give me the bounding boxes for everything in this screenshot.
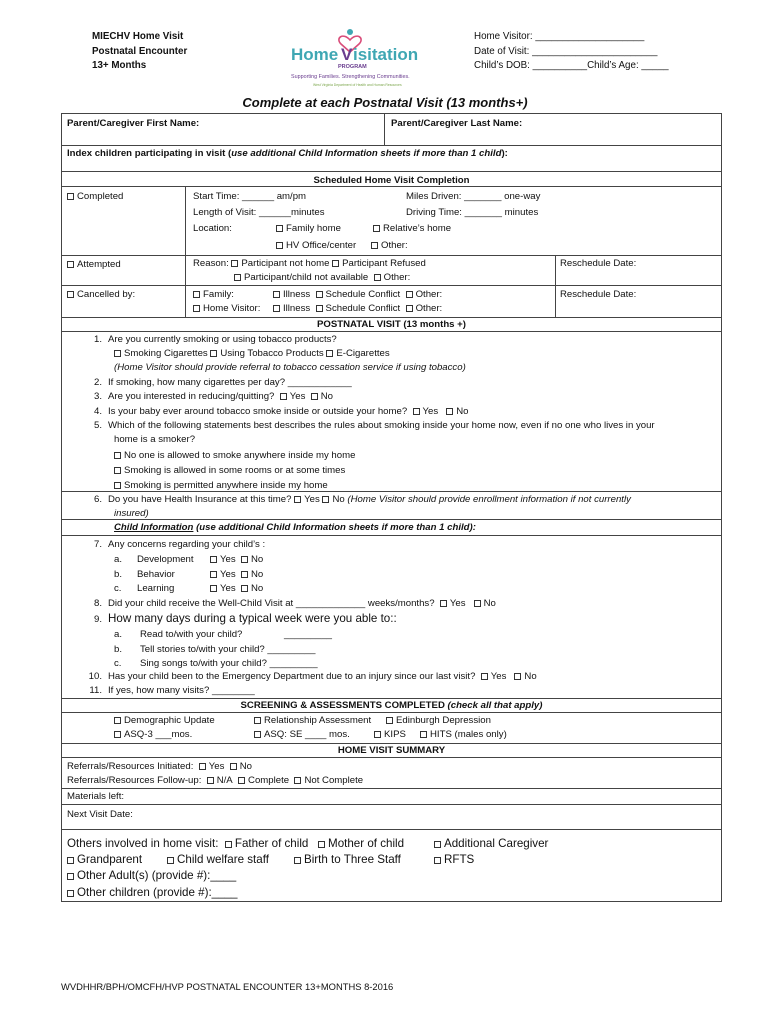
checkbox-icon[interactable]: [434, 841, 441, 848]
checkbox-icon[interactable]: [67, 193, 74, 200]
svg-text:Supporting Families. Strengthe: Supporting Families. Strengthening Communities.: [291, 74, 410, 80]
index-children-note: use additional Child Information sheets if more than 1 child: [231, 148, 502, 159]
yes-label: Yes: [490, 671, 507, 682]
q5-options: [114, 449, 355, 493]
q1-options: [114, 348, 390, 359]
q7-letter: c.: [114, 583, 122, 595]
checkbox-icon[interactable]: [332, 260, 339, 267]
yes-label: Yes: [289, 391, 306, 402]
question-2[interactable]: 2. If smoking, how many cigarettes per day? ____________: [93, 377, 352, 388]
checkbox-icon[interactable]: [386, 717, 393, 724]
scheduled-heading: Scheduled Home Visit Completion: [313, 175, 470, 186]
checkbox-icon[interactable]: [374, 274, 381, 281]
question-3: 3. Are you interested in reducing/quitting? Yes No: [93, 391, 334, 402]
attempted-line: [61, 255, 722, 256]
reason-label: Reason:: [193, 258, 229, 269]
q7-item-behavior: [114, 568, 263, 583]
postnatal-heading: POSTNATAL VISIT (13 months +): [317, 319, 466, 330]
question-10: 10. Has your child been to the Emergency Department due to an injury since our last visit? Yes No: [88, 671, 537, 682]
q7-label: Development: [137, 554, 194, 565]
no-label: No: [456, 406, 469, 417]
postnatal-heading-line: [61, 331, 722, 332]
checkbox-icon[interactable]: [294, 777, 301, 784]
checkbox-icon[interactable]: [326, 350, 333, 357]
q7-letter: b.: [114, 568, 123, 580]
cancelled-hv-row: [193, 303, 442, 314]
q9-item-stories: [114, 643, 332, 658]
relationship-assessment-checkbox[interactable]: [254, 715, 371, 726]
rfts-label: RFTS: [444, 853, 475, 866]
other-label: Other:: [415, 289, 443, 300]
cancelled-label: Cancelled by:: [77, 289, 136, 300]
svg-text:PROGRAM: PROGRAM: [338, 64, 367, 70]
relatives-home-checkbox[interactable]: [373, 223, 451, 234]
referrals-initiated-label: Referrals/Resources Initiated:: [67, 761, 194, 772]
home-visitation-logo: [283, 26, 423, 94]
attempted-checkbox[interactable]: [67, 259, 121, 270]
relatives-home-label: Relative’s home: [383, 223, 452, 234]
q9-label[interactable]: Sing songs to/with your child? _________: [140, 658, 318, 669]
q1-note: (Home Visitor should provide referral to tobacco cessation service if using tobacco): [114, 362, 466, 373]
location-label: Location:: [193, 223, 232, 234]
q9-item-songs: [114, 657, 332, 672]
checkbox-icon[interactable]: [474, 600, 481, 607]
q9-item-read: [114, 628, 332, 643]
screening-note: (check all that apply): [444, 700, 543, 711]
q5-option-2: Smoking is allowed in some rooms or at some times: [124, 464, 346, 476]
q9-letter: c.: [114, 658, 122, 669]
checkbox-icon[interactable]: [420, 731, 427, 738]
participant-child-na-label: Participant/child not available: [244, 272, 369, 283]
checkbox-icon[interactable]: [374, 731, 381, 738]
checkbox-icon[interactable]: [316, 291, 323, 298]
grandparent-label: Grandparent: [77, 853, 143, 866]
q7-label: Learning: [137, 583, 175, 595]
asq-se-label: ASQ: SE ____ mos.: [264, 729, 350, 740]
next-visit-line: [61, 804, 722, 805]
referrals-followup-row: [67, 775, 363, 786]
birth-to-three-checkbox[interactable]: [294, 853, 401, 866]
father-label: Father of child: [234, 837, 309, 850]
header-line-2: Postnatal Encounter: [92, 45, 188, 57]
index-children-end: ):: [501, 148, 508, 159]
checkbox-icon[interactable]: [294, 496, 301, 503]
cancelled-line: [61, 285, 722, 286]
birth-to-three-label: Birth to Three Staff: [304, 853, 401, 866]
checkbox-icon[interactable]: [446, 408, 453, 415]
q6-note: (Home Visitor should provide enrollment information if not currently: [347, 494, 631, 505]
checkbox-icon[interactable]: [241, 585, 248, 592]
smoking-cigarettes-label: Smoking Cigarettes: [124, 348, 208, 359]
q9-letter: b.: [114, 643, 123, 655]
reason-other-label: Other:: [383, 272, 411, 283]
miles-driven-field[interactable]: Miles Driven: _______ one-way: [406, 191, 541, 202]
q9-letter: a.: [114, 629, 123, 640]
child-info-note: (use additional Child Information sheets if more than 1 child):: [193, 522, 476, 533]
scheduled-col-line: [185, 186, 186, 318]
checkbox-icon[interactable]: [193, 305, 200, 312]
reschedule-date-attempted[interactable]: Reschedule Date:: [560, 258, 637, 269]
first-name-field[interactable]: Parent/Caregiver First Name:: [67, 118, 200, 129]
checkbox-icon[interactable]: [114, 717, 121, 724]
schedule-conflict-label: Schedule Conflict: [325, 289, 401, 300]
q10-text: Has your child been to the Emergency Department due to an injury since our last visit?: [108, 671, 476, 682]
family-home-checkbox[interactable]: [276, 223, 341, 234]
checkbox-icon[interactable]: [440, 600, 447, 607]
hv-office-label: HV Office/center: [286, 240, 357, 251]
checkbox-icon[interactable]: [67, 873, 74, 880]
checkbox-icon[interactable]: [294, 857, 301, 864]
yes-label: Yes: [449, 598, 466, 609]
question-9: 9. How many days during a typical week were you able to::: [93, 612, 397, 625]
names-divider: [384, 113, 385, 146]
summary-heading-line: [61, 757, 722, 758]
q7-label: Behavior: [137, 568, 175, 580]
checkbox-icon[interactable]: [199, 763, 206, 770]
illness-label: Illness: [283, 303, 311, 314]
checkbox-icon[interactable]: [280, 393, 287, 400]
illness-label: Illness: [283, 289, 311, 300]
length-of-visit-field[interactable]: Length of Visit: ______minutes: [193, 207, 325, 218]
completed-checkbox[interactable]: [67, 191, 123, 202]
demographic-update-label: Demographic Update: [124, 715, 215, 726]
q6-note-2: insured): [114, 508, 149, 519]
relationship-assessment-label: Relationship Assessment: [264, 715, 372, 726]
checkbox-icon[interactable]: [481, 673, 488, 680]
q5-option-3: Smoking is permitted anywhere inside my home: [124, 479, 328, 491]
asq3-checkbox[interactable]: [114, 729, 192, 740]
reason-row-2: [234, 272, 410, 283]
q3-text: Are you interested in reducing/quitting?: [108, 391, 275, 402]
q9-text: How many days during a typical week were you able to::: [108, 612, 397, 625]
start-time-field[interactable]: Start Time: ______ am/pm: [193, 191, 307, 202]
question-7: 7. Any concerns regarding your child’s :: [93, 539, 266, 550]
checkbox-icon[interactable]: [67, 291, 74, 298]
cancelled-checkbox[interactable]: [67, 289, 135, 300]
cancelled-family-row: [193, 289, 442, 300]
kips-checkbox[interactable]: [374, 729, 406, 740]
materials-left-field[interactable]: Materials left:: [67, 791, 125, 802]
home-visitor-label: Home Visitor:: [203, 303, 261, 314]
family-label: Family:: [203, 289, 234, 300]
checkbox-icon[interactable]: [241, 571, 248, 578]
checkbox-icon[interactable]: [254, 731, 261, 738]
yes-label: Yes: [220, 583, 236, 595]
na-label: N/A: [216, 775, 233, 786]
schedule-conflict-label: Schedule Conflict: [325, 303, 401, 314]
next-visit-date-field[interactable]: Next Visit Date:: [67, 809, 133, 820]
q7-text: Any concerns regarding your child’s :: [108, 539, 266, 550]
checkbox-icon[interactable]: [67, 261, 74, 268]
location-other-checkbox[interactable]: [371, 240, 408, 251]
other-children-label: Other children (provide #):____: [77, 886, 238, 899]
participant-refused-label: Participant Refused: [342, 258, 426, 269]
additional-caregiver-label: Additional Caregiver: [444, 837, 549, 850]
q5-text: Which of the following statements best describes the rules about smoking inside your home now, even if no one who lives in your: [108, 420, 655, 431]
others-label: Others involved in home visit:: [67, 837, 219, 850]
checkbox-icon[interactable]: [234, 274, 241, 281]
question-4: 4. Is your baby ever around tobacco smoke inside or outside your home? Yes No: [93, 406, 469, 417]
yes-label: Yes: [220, 568, 236, 580]
q1-text: Are you currently smoking or using tobacco products?: [108, 334, 337, 345]
q7-letter: a.: [114, 554, 123, 565]
hits-checkbox[interactable]: [420, 729, 507, 740]
question-11[interactable]: 11. If yes, how many visits? ________: [89, 685, 255, 696]
q5-text-2: home is a smoker?: [114, 434, 196, 445]
q2-text: If smoking, how many cigarettes per day? ____________: [108, 377, 352, 388]
reason-row-1: [193, 258, 426, 269]
form-title: Complete at each Postnatal Visit (13 months+): [242, 95, 528, 110]
no-label: No: [524, 671, 537, 682]
q9-label: Read to/with your child?: [140, 629, 243, 640]
reschedule-date-cancelled[interactable]: Reschedule Date:: [560, 289, 637, 300]
index-children-field[interactable]: [67, 148, 508, 159]
summary-heading: HOME VISIT SUMMARY: [337, 745, 446, 756]
checkbox-icon[interactable]: [225, 841, 232, 848]
q7-items: [114, 553, 263, 597]
yes-label: Yes: [220, 554, 236, 565]
checkbox-icon[interactable]: [231, 260, 238, 267]
checkbox-icon[interactable]: [434, 857, 441, 864]
materials-line: [61, 788, 722, 789]
rfts-checkbox[interactable]: [434, 853, 474, 866]
checkbox-icon[interactable]: [276, 242, 283, 249]
q11-text: If yes, how many visits? ________: [108, 685, 255, 696]
logo-graphic: [283, 26, 423, 94]
asq3-label: ASQ-3 ___mos.: [124, 729, 193, 740]
checkbox-icon[interactable]: [210, 585, 217, 592]
family-home-label: Family home: [286, 223, 341, 234]
q9-label[interactable]: Tell stories to/with your child? _________: [140, 643, 316, 655]
hv-office-checkbox[interactable]: [276, 240, 356, 251]
header-line-3: 13+ Months: [92, 60, 147, 71]
checkbox-icon[interactable]: [514, 673, 521, 680]
grandparent-checkbox[interactable]: [67, 853, 142, 866]
footer-form-id: WVDHHR/BPH/OMCFH/HVP POSTNATAL ENCOUNTER 13+MONTHS 8-2016: [61, 981, 394, 992]
index-children-label: Index children participating in visit (: [67, 148, 232, 159]
no-label: No: [483, 598, 496, 609]
e-cigarettes-label: E-Cigarettes: [336, 348, 390, 359]
checkbox-icon[interactable]: [210, 571, 217, 578]
checkbox-icon[interactable]: [373, 225, 380, 232]
yes-label: Yes: [304, 494, 320, 505]
child-info-title: Child Information: [114, 522, 194, 533]
scheduled-heading-line: [61, 186, 722, 187]
checkbox-icon[interactable]: [67, 890, 74, 897]
other-children-checkbox[interactable]: [67, 886, 237, 899]
no-label: No: [251, 554, 264, 565]
question-8: 8. Did your child receive the Well-Child Visit at _____________ weeks/months? Yes No: [93, 598, 496, 609]
demographic-update-checkbox[interactable]: [114, 715, 215, 726]
checkbox-icon[interactable]: [406, 305, 413, 312]
edinburgh-checkbox[interactable]: [386, 715, 491, 726]
completed-label: Completed: [77, 191, 124, 202]
svg-text:Home: Home: [291, 45, 339, 64]
question-6: 6. Do you have Health Insurance at this time? Yes No (Home Visitor should provide enrollment information if not currently: [93, 494, 631, 505]
child-info-heading: [114, 522, 476, 533]
screening-heading: [0, 700, 770, 711]
checkbox-icon[interactable]: [193, 291, 200, 298]
checkbox-icon[interactable]: [114, 467, 121, 474]
q8-text[interactable]: Did your child receive the Well-Child Visit at _____________ weeks/months?: [108, 598, 435, 609]
no-label: No: [320, 391, 334, 402]
svg-text:West Virginia Department of He: West Virginia Department of Health and Human Resources: [313, 83, 402, 87]
checkbox-icon[interactable]: [210, 350, 217, 357]
checkbox-icon[interactable]: [318, 841, 325, 848]
form-identifier: [92, 30, 187, 74]
driving-time-field[interactable]: Driving Time: _______ minutes: [406, 207, 539, 218]
checkbox-icon[interactable]: [114, 452, 121, 459]
reschedule-col-line: [555, 255, 556, 318]
q5-option-1: No one is allowed to smoke anywhere inside my home: [124, 450, 356, 461]
tobacco-products-label: Using Tobacco Products: [220, 348, 324, 359]
additional-caregiver-checkbox[interactable]: [434, 837, 548, 850]
question-5: 5. Which of the following statements best describes the rules about smoking inside your home now, even if no one who lives in your: [93, 420, 655, 431]
attempted-label: Attempted: [77, 259, 121, 270]
other-adults-label: Other Adult(s) (provide #):____: [77, 869, 237, 882]
header-line-1: MIECHV Home Visit: [92, 31, 184, 42]
last-name-field[interactable]: Parent/Caregiver Last Name:: [391, 118, 523, 129]
edinburgh-label: Edinburgh Depression: [396, 715, 491, 726]
referrals-followup-label: Referrals/Resources Follow-up:: [67, 775, 202, 786]
child-dob-age-field[interactable]: Child’s DOB: __________Child’s Age: _____: [474, 60, 669, 71]
checkbox-icon[interactable]: [238, 777, 245, 784]
q6-text: Do you have Health Insurance at this time?: [108, 494, 292, 505]
location-other-label: Other:: [381, 240, 408, 251]
mother-label: Mother of child: [328, 837, 405, 850]
checkbox-icon[interactable]: [254, 717, 261, 724]
q4-text: Is your baby ever around tobacco smoke inside or outside your home?: [108, 406, 408, 417]
checkbox-icon[interactable]: [207, 777, 214, 784]
child-welfare-label: Child welfare staff: [177, 853, 269, 866]
participant-not-home-label: Participant not home: [241, 258, 330, 269]
checkbox-icon[interactable]: [311, 393, 318, 400]
no-label: No: [239, 761, 252, 772]
q7-item-development: [114, 553, 263, 568]
date-of-visit-field[interactable]: Date of Visit: _______________________: [474, 45, 658, 57]
checkbox-icon[interactable]: [67, 857, 74, 864]
checkbox-icon[interactable]: [167, 857, 174, 864]
yes-label: Yes: [208, 761, 225, 772]
other-adults-checkbox[interactable]: [67, 869, 236, 882]
checkbox-icon[interactable]: [241, 556, 248, 563]
other-label: Other:: [415, 303, 443, 314]
q7-item-learning: [114, 582, 263, 597]
checkbox-icon[interactable]: [322, 496, 329, 503]
kips-label: KIPS: [384, 729, 406, 740]
checkbox-icon[interactable]: [406, 291, 413, 298]
visit-info-fields: [474, 30, 669, 74]
no-label: No: [251, 583, 264, 595]
child-heading-line: [61, 535, 722, 536]
checkbox-icon[interactable]: [413, 408, 420, 415]
checkbox-icon[interactable]: [210, 556, 217, 563]
svg-text:V: V: [341, 45, 353, 64]
checkbox-icon[interactable]: [273, 291, 280, 298]
q9-blank[interactable]: _________: [284, 629, 333, 640]
referrals-initiated-row: [67, 761, 252, 772]
others-row-1: [67, 837, 404, 850]
screening-title: SCREENING & ASSESSMENTS COMPLETED: [240, 700, 445, 711]
not-complete-label: Not Complete: [304, 775, 364, 786]
checkbox-icon[interactable]: [114, 350, 121, 357]
checkbox-icon[interactable]: [273, 305, 280, 312]
checkbox-icon[interactable]: [371, 242, 378, 249]
svg-text:isitation: isitation: [353, 45, 419, 64]
checkbox-icon[interactable]: [276, 225, 283, 232]
asq-se-checkbox[interactable]: [254, 729, 350, 740]
child-welfare-checkbox[interactable]: [167, 853, 269, 866]
no-label: No: [332, 494, 345, 505]
yes-label: Yes: [422, 406, 439, 417]
complete-label: Complete: [248, 775, 290, 786]
checkbox-icon[interactable]: [114, 482, 121, 489]
hits-label: HITS (males only): [430, 729, 507, 740]
question-1: 1. Are you currently smoking or using tobacco products?: [93, 334, 337, 345]
q9-items: [114, 628, 332, 672]
home-visitor-field[interactable]: Home Visitor: ____________________: [474, 31, 645, 42]
q6-line: [61, 491, 722, 492]
checkbox-icon[interactable]: [316, 305, 323, 312]
screening-heading-line: [61, 712, 722, 713]
checkbox-icon[interactable]: [230, 763, 237, 770]
no-label: No: [251, 568, 264, 580]
checkbox-icon[interactable]: [114, 731, 121, 738]
